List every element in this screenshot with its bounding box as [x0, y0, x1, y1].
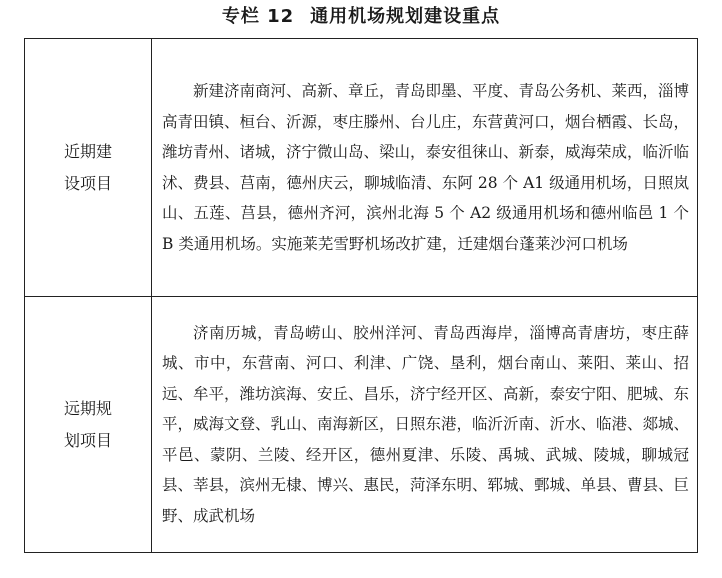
near-term-projects-text: 新建济南商河、高新、章丘，青岛即墨、平度、青岛公务机、莱西，淄博高青田镇、桓台、沂源，枣庄滕州、台儿庄，东营黄河口，烟台栖霞、长岛，潍坊青州、诸城，济宁微山岛、梁山，泰安徂徕山、新泰，威海荣成，临沂临沭、费县、莒南，德州庆云，聊城临清、东阿 28 个 A1 级通用机场，日照岚山、五莲、莒县，德州齐河，滨州北海 5 个 A2 级通用机场和德州临邑 1 个 B 类通用机场。实施莱芜雪野机场改扩建，迁建烟台蓬莱沙河口机场 [162, 82, 690, 253]
panel-heading: 通用机场规划建设重点 [310, 6, 501, 27]
row-label-long-term [25, 297, 152, 553]
table-row-long-term [25, 297, 698, 553]
table-row-near-term [25, 39, 698, 297]
row-label-near-term [25, 39, 152, 297]
row-content-long-term [152, 297, 698, 553]
row-label-line: 划项目 [63, 430, 112, 450]
panel-number: 专栏 12 [221, 6, 295, 27]
row-label-line: 近期建 [63, 141, 112, 161]
row-label-line: 远期规 [63, 398, 112, 418]
long-term-projects-text: 济南历城，青岛崂山、胶州洋河、青岛西海岸，淄博高青唐坊，枣庄薛城、市中，东营南、河口、利津、广饶、垦利，烟台南山、莱阳、莱山、招远、牟平，潍坊滨海、安丘、昌乐，济宁经开区、高新，泰安宁阳、肥城、东平，威海文登、乳山、南海新区，日照东港，临沂沂南、沂水、临港、郯城、平邑、蒙阴、兰陵、经开区，德州夏津、乐陵、禹城、武城、陵城，聊城冠县、莘县，滨州无棣、博兴、惠民，菏泽东明、郓城、鄄城、单县、曹县、巨野、成武机场 [162, 323, 690, 525]
panel-title [0, 5, 722, 29]
row-label-line: 设项目 [63, 173, 112, 193]
row-content-near-term [152, 39, 698, 297]
project-table [24, 38, 698, 553]
